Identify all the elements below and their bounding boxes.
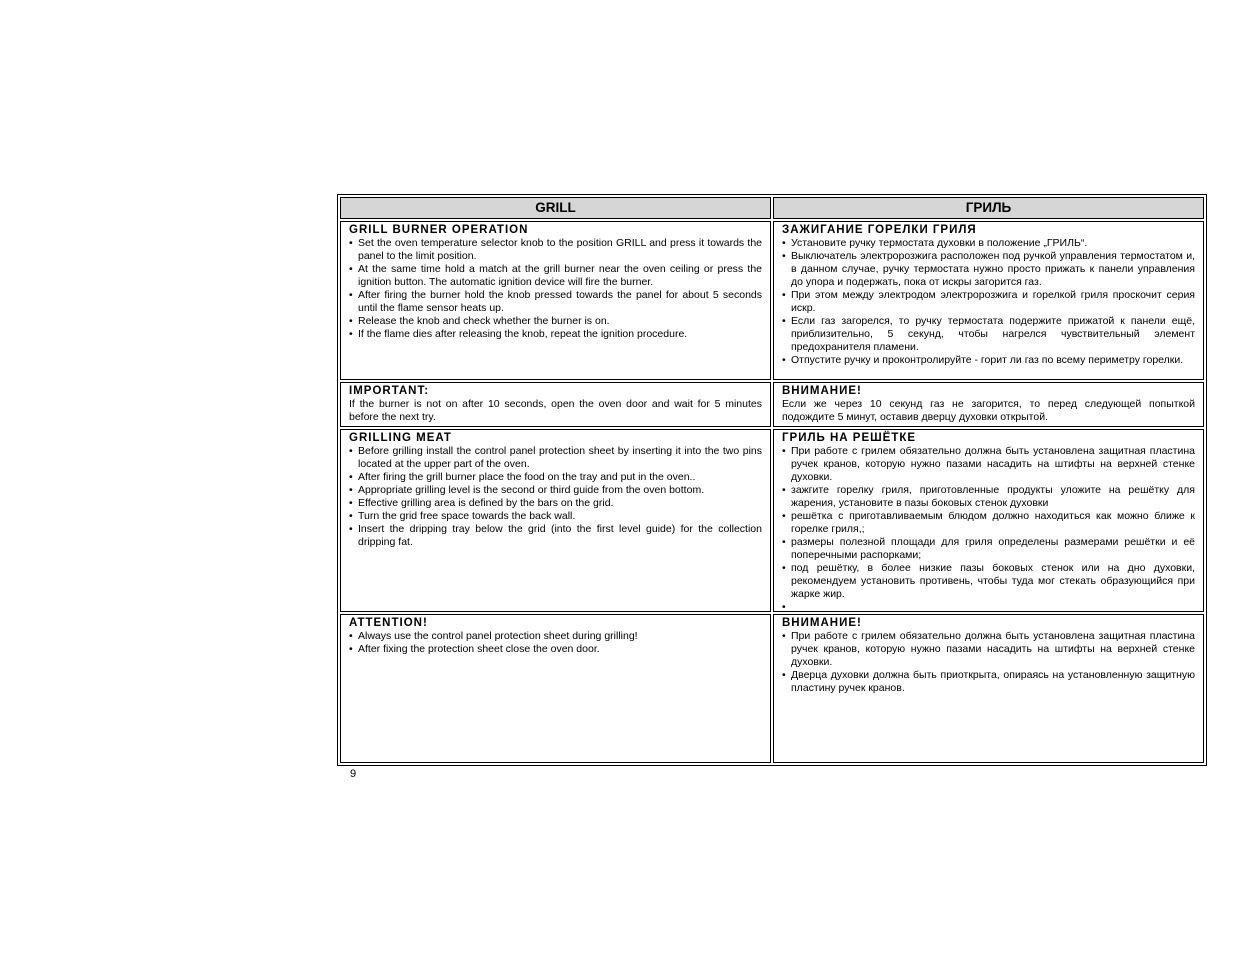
list-item: • Before grilling install the control panel protection sheet by inserting it into the two pins located at the upper part of the oven. [349, 445, 762, 471]
list-item: • Отпустите ручку и проконтролируйте - горит ли газ по всему периметру горелки. [782, 354, 1195, 367]
list-item: • размеры полезной площади для гриля определены размерами решётки и её поперечными распорками; [782, 536, 1195, 562]
list-item: • Дверца духовки должна быть приоткрыта, опираясь на установленную защитную пластину ручек кранов. [782, 669, 1195, 695]
list-item: • Release the knob and check whether the burner is on. [349, 315, 762, 328]
list-item: • под решётку, в более низкие пазы боковых стенок или на дно духовки, рекомендуем установить противень, чтобы туда мог стекать образующийся при жарке жир. [782, 562, 1195, 601]
header-row [340, 197, 1204, 219]
burner-en-cell [340, 221, 771, 380]
meat-ru-cell [773, 429, 1204, 612]
important-ru-title: ВНИМАНИЕ! [782, 385, 862, 397]
attention-row [340, 614, 1204, 763]
meat-en-cell [340, 429, 771, 612]
important-ru-text: Если же через 10 секунд газ не загорится, то перед следующей попыткой подождите 5 минут, оставив дверцу духовки открытой. [782, 398, 1195, 423]
meat-en-list [349, 445, 762, 549]
attention-en-cell [340, 614, 771, 763]
list-item: • Always use the control panel protection sheet during grilling! [349, 630, 762, 643]
attention-ru-title: ВНИМАНИЕ! [782, 617, 862, 629]
header-en: GRILL [340, 197, 771, 219]
list-item: • решётка с приготавливаемым блюдом должно находиться как можно ближе к горелке гриля,; [782, 510, 1195, 536]
list-item: • After firing the grill burner place the food on the tray and put in the oven.. [349, 471, 762, 484]
page-number: 9 [350, 768, 357, 780]
meat-en-title: GRILLING MEAT [349, 432, 452, 444]
list-item: • Если газ загорелся, то ручку термостата подержите прижатой к панели ещё, приблизительно, 5 секунд, чтобы нагрелся чувствительный элемент предохранителя пламени. [782, 315, 1195, 354]
attention-en-title: ATTENTION! [349, 617, 428, 629]
burner-row [340, 221, 1204, 380]
meat-ru-list [782, 445, 1195, 601]
manual-table [337, 194, 1207, 766]
list-item: • Set the oven temperature selector knob to the position GRILL and press it towards the panel to the limit position. [349, 237, 762, 263]
important-en-cell [340, 382, 771, 427]
list-item: • Установите ручку термостата духовки в положение „ГРИЛЬ“. [782, 237, 1195, 250]
list-item: • Effective grilling area is defined by the bars on the grid. [349, 497, 762, 510]
important-ru-cell [773, 382, 1204, 427]
list-item: • At the same time hold a match at the grill burner near the oven ceiling or press the ignition button. The automatic ignition device will fire the burner. [349, 263, 762, 289]
list-item: • If the flame dies after releasing the knob, repeat the ignition procedure. [349, 328, 762, 341]
meat-row [340, 429, 1204, 612]
list-item: • Appropriate grilling level is the second or third guide from the oven bottom. [349, 484, 762, 497]
important-en-text: If the burner is not on after 10 seconds, open the oven door and wait for 5 minutes before the next try. [349, 398, 762, 423]
list-item: • Выключатель электророзжига расположен под ручкой управления термостатом и, в данном случае, ручку термостата нужно просто прижать к панели управления до упора и подержать, пока от искры загорится газ. [782, 250, 1195, 289]
list-item: • При этом между электродом электророзжига и горелкой гриля проскочит серия искр. [782, 289, 1195, 315]
attention-en-list [349, 630, 762, 656]
header-ru: ГРИЛЬ [773, 197, 1204, 219]
list-item: • Insert the dripping tray below the grid (into the first level guide) for the collection dripping fat. [349, 523, 762, 549]
list-item: • При работе с грилем обязательно должна быть установлена защитная пластина ручек кранов, которую нужно пазами насадить на штифты на верхней стенке духовки. [782, 630, 1195, 669]
burner-ru-cell [773, 221, 1204, 380]
burner-ru-list [782, 237, 1195, 367]
list-item: • After firing the burner hold the knob pressed towards the panel for about 5 seconds until the flame sensor heats up. [349, 289, 762, 315]
burner-ru-title: ЗАЖИГАНИЕ ГОРЕЛКИ ГРИЛЯ [782, 224, 977, 236]
list-item: • При работе с грилем обязательно должна быть установлена защитная пластина ручек кранов, которую нужно пазами насадить на штифты на верхней стенке духовки. [782, 445, 1195, 484]
list-item: • Turn the grid free space towards the back wall. [349, 510, 762, 523]
important-row [340, 382, 1204, 427]
list-item: • After fixing the protection sheet close the oven door. [349, 643, 762, 656]
attention-ru-list [782, 630, 1195, 695]
burner-en-list [349, 237, 762, 341]
attention-ru-cell [773, 614, 1204, 763]
meat-ru-title: ГРИЛЬ НА РЕШЁТКЕ [782, 432, 917, 444]
list-item: • зажгите горелку гриля, приготовленные продукты уложите на решётку для жарения, установите в пазы боковых стенок духовки [782, 484, 1195, 510]
important-en-title: IMPORTANT: [349, 385, 430, 397]
burner-en-title: GRILL BURNER OPERATION [349, 224, 529, 236]
